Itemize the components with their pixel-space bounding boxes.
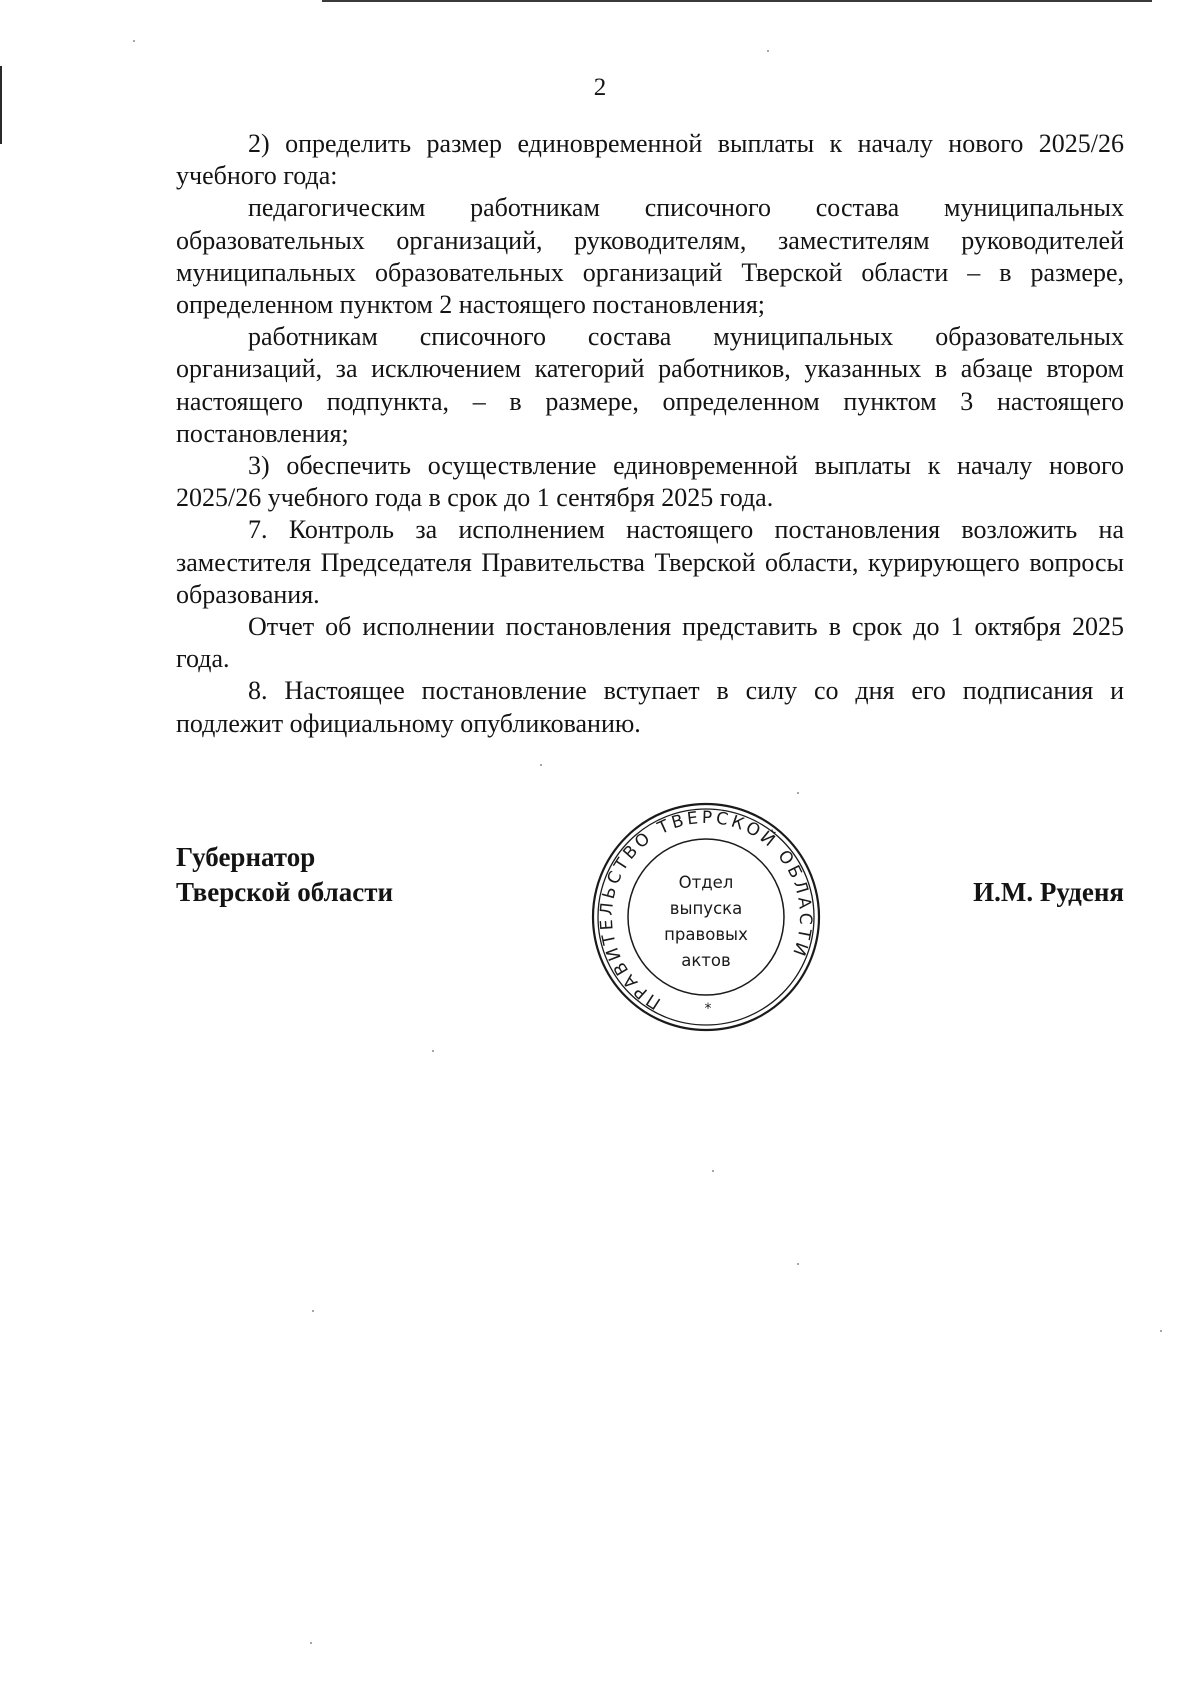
top-edge-rule xyxy=(322,0,1152,2)
scan-speck xyxy=(797,792,799,794)
scan-speck xyxy=(540,764,542,766)
signatory-position-line-2: Тверской области xyxy=(176,877,394,907)
document-body xyxy=(176,128,1124,740)
paragraph-item-2: 2) определить размер единовременной выплаты к началу нового 2025/26 учебного года: xyxy=(176,129,1124,191)
scan-speck xyxy=(133,40,135,42)
stamp-star: * xyxy=(704,1001,712,1017)
stamp-center-line-4: актов xyxy=(681,951,731,970)
stamp-ring-text: ПРАВИТЕЛЬСТВО ТВЕРСКОЙ ОБЛАСТИ xyxy=(596,807,816,1013)
scan-speck xyxy=(1160,1330,1162,1332)
paragraph-report: Отчет об исполнении постановления представить в срок до 1 октября 2025 года. xyxy=(176,612,1124,674)
official-stamp xyxy=(589,800,823,1034)
scan-speck xyxy=(432,1050,434,1052)
left-edge-mark xyxy=(0,66,2,144)
signatory-position-line-1: Губернатор xyxy=(176,842,316,872)
paragraph-pedagogical-workers: педагогическим работникам списочного состава муниципальных образовательных организаций, руководителям, заместителям руководителей муниципальных образовательных организаций Тверской области – в размере, определенном пунктом 2 настоящего постановления; xyxy=(176,193,1124,320)
signatory-name: И.М. Руденя xyxy=(973,877,1124,907)
signatory-position xyxy=(176,840,393,910)
page-number-text: 2 xyxy=(593,74,607,101)
paragraph-other-workers: работникам списочного состава муниципальных образовательных организаций, за исключением категорий работников, указанных в абзаце втором настоящего подпункта, – в размере, определенном пунктом 3 настоящего постановления; xyxy=(176,322,1124,448)
scan-speck xyxy=(767,50,769,52)
paragraph-item-3: 3) обеспечить осуществление единовременной выплаты к началу нового 2025/26 учебного года в срок до 1 сентября 2025 года. xyxy=(176,451,1124,513)
stamp-center-line-3: правовых xyxy=(664,925,748,944)
scan-speck xyxy=(712,1170,714,1172)
stamp-center-line-1: Отдел xyxy=(678,873,734,892)
paragraph-section-7: 7. Контроль за исполнением настоящего постановления возложить на заместителя Председателя Правительства Тверской области, курирующего вопросы образования. xyxy=(176,515,1124,609)
paragraph-section-8: 8. Настоящее постановление вступает в силу со дня его подписания и подлежит официальному опубликованию. xyxy=(176,676,1124,738)
stamp-center-line-2: выпуска xyxy=(669,899,743,918)
scan-speck xyxy=(310,1642,312,1644)
scan-speck xyxy=(797,1263,799,1265)
scan-speck xyxy=(312,1310,314,1312)
